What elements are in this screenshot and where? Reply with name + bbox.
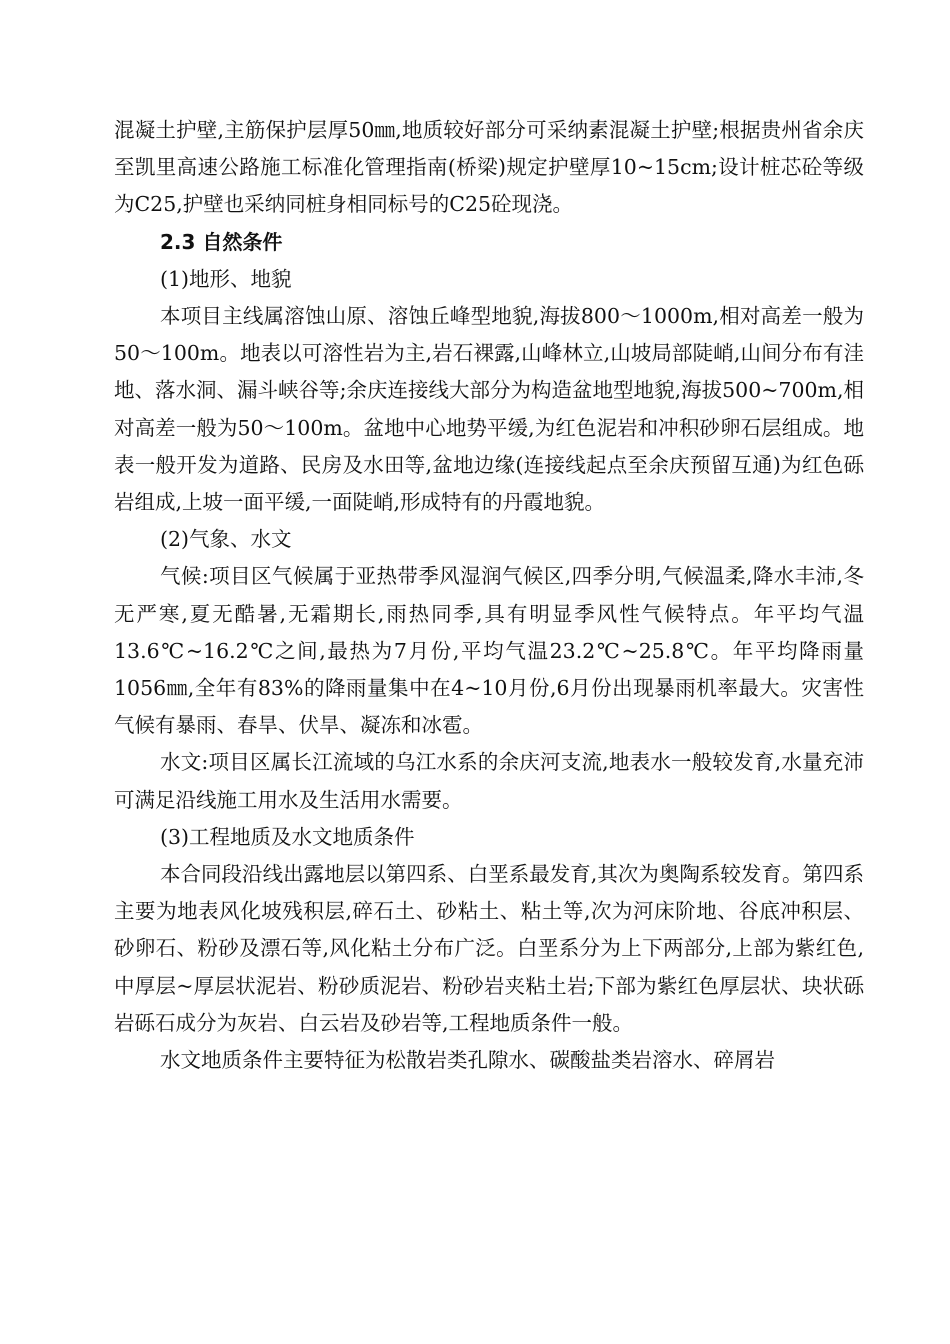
subheading-climate-hydrology: (2)气象、水文: [160, 527, 292, 552]
paragraph-hydrogeology: 水文地质条件主要特征为松散岩类孔隙水、碳酸盐类岩溶水、碎屑岩: [160, 1048, 775, 1073]
document-body: [114, 112, 864, 1079]
paragraph-retaining-wall-continued: 混凝土护壁,主筋保护层厚50㎜,地质较好部分可采纳素混凝土护壁;根据贵州省余庆至凯里高速公路施工标准化管理指南(桥梁)规定护壁厚10~15cm;设计桩芯砼等级为C25,护壁也采纳同桩身相同标号的C25砼现浇。: [114, 118, 864, 217]
subheading-geology: (3)工程地质及水文地质条件: [160, 824, 415, 849]
subheading-terrain: (1)地形、地貌: [160, 266, 292, 291]
paragraph-terrain: 本项目主线属溶蚀山原、溶蚀丘峰型地貌,海拔800～1000m,相对高差一般为50～100m。地表以可溶性岩为主,岩石裸露,山峰林立,山坡局部陡峭,山间分布有洼地、落水洞、漏斗峡谷等;余庆连接线大部分为构造盆地型地貌,海拔500~700m,相对高差一般为50～100m。盆地中心地势平缓,为红色泥岩和冲积砂卵石层组成。地表一般开发为道路、民房及水田等,盆地边缘(连接线起点至余庆预留互通)为红色砾岩组成,上坡一面平缓,一面陡峭,形成特有的丹霞地貌。: [114, 304, 864, 515]
paragraph-hydrology: 水文:项目区属长江流域的乌江水系的余庆河支流,地表水一般较发育,水量充沛可满足沿线施工用水及生活用水需要。: [114, 750, 864, 812]
section-heading-natural-conditions: 2.3 自然条件: [160, 229, 283, 254]
paragraph-geology: 本合同段沿线出露地层以第四系、白垩系最发育,其次为奥陶系较发育。第四系主要为地表风化坡残积层,碎石土、砂粘土、粘土等,次为河床阶地、谷底冲积层、砂卵石、粉砂及漂石等,风化粘土分布广泛。白垩系分为上下两部分,上部为紫红色,中厚层~厚层状泥岩、粉砂质泥岩、粉砂岩夹粘土岩;下部为紫红色厚层状、块状砾岩砾石成分为灰岩、白云岩及砂岩等,工程地质条件一般。: [114, 862, 864, 1035]
paragraph-climate: 气候:项目区气候属于亚热带季风湿润气候区,四季分明,气候温柔,降水丰沛,冬无严寒,夏无酷暑,无霜期长,雨热同季,具有明显季风性气候特点。年平均气温13.6℃~16.2℃之间,最热为7月份,平均气温23.2℃~25.8℃。年平均降雨量1056㎜,全年有83%的降雨量集中在4~10月份,6月份出现暴雨机率最大。灾害性气候有暴雨、春旱、伏旱、凝冻和冰雹。: [114, 564, 864, 738]
